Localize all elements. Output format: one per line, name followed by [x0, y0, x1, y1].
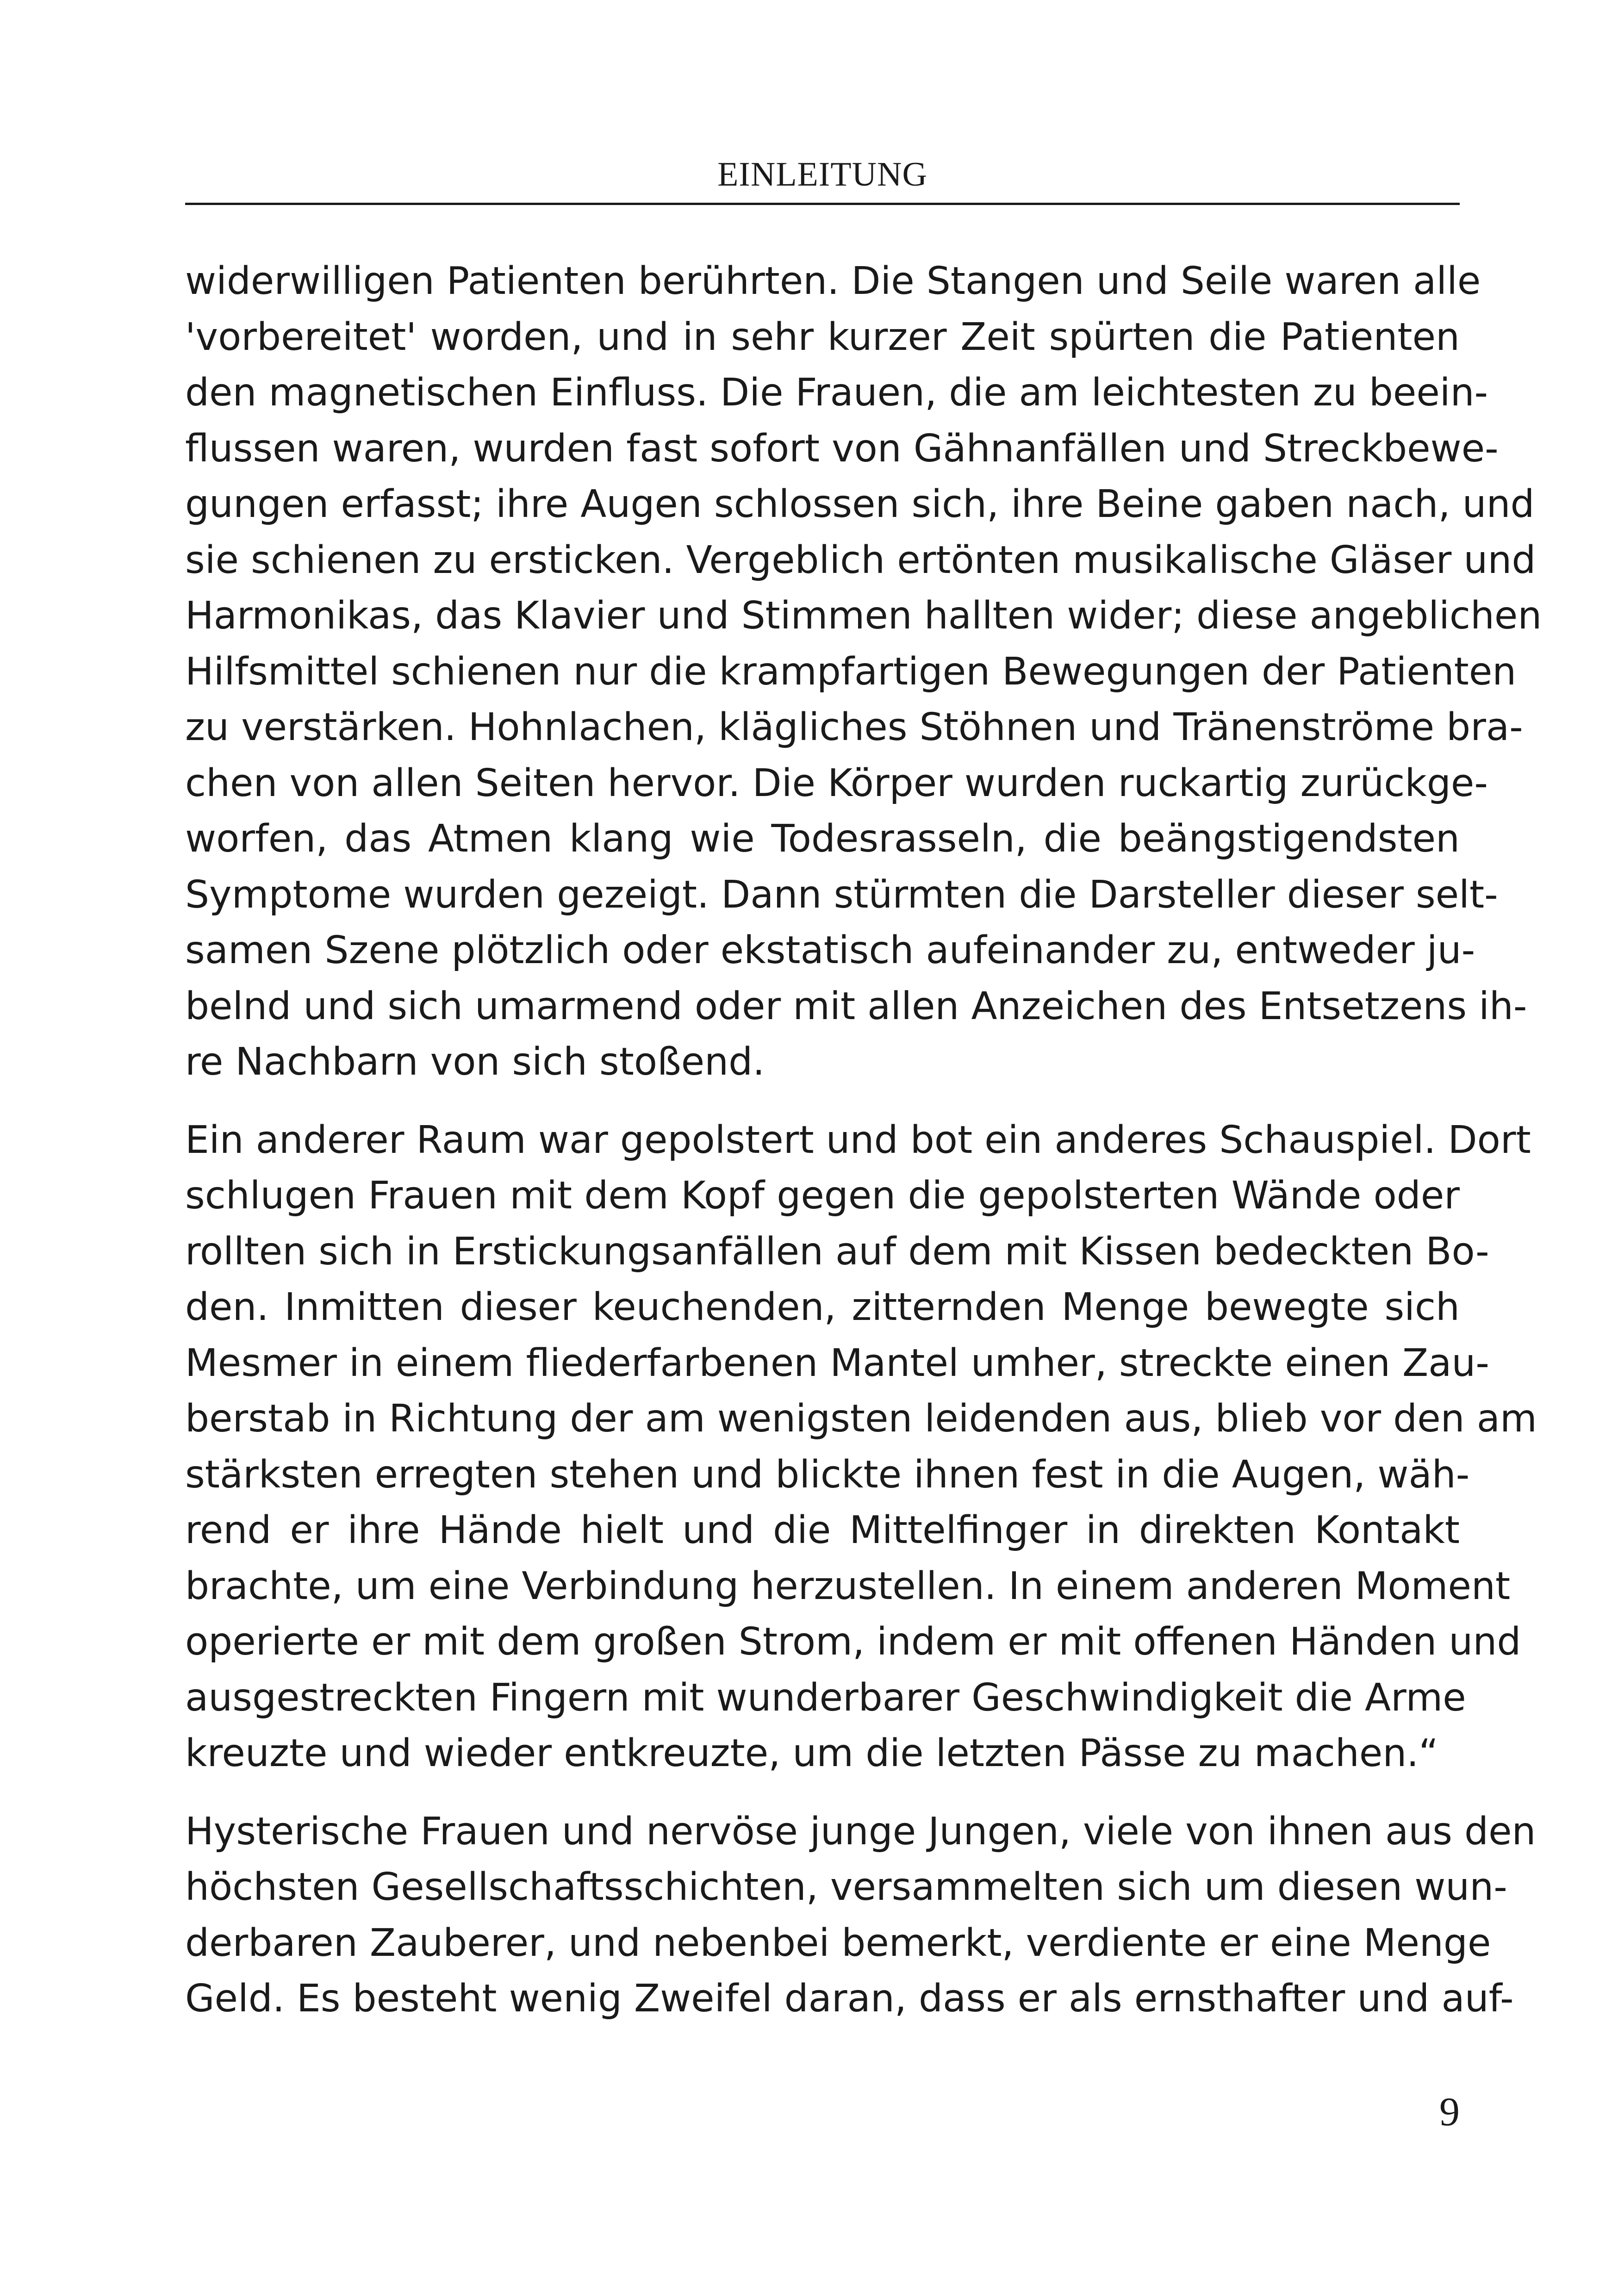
text-line: derbaren Zauberer, und nebenbei bemerkt, verdiente er eine Menge: [185, 1921, 1491, 1965]
paragraph-2: [185, 1113, 1537, 1782]
text-line: kreuzte und wieder entkreuzte, um die letzten Pässe zu machen.“: [185, 1731, 1438, 1775]
text-line: Harmonikas, das Klavier und Stimmen hallten wider; diese angeblichen: [185, 594, 1542, 638]
text-line: zu verstärken. Hohnlachen, klägliches Stöhnen und Tränenströme bra-: [185, 705, 1523, 749]
paragraph-3: [185, 1804, 1536, 2027]
text-line: gungen erfasst; ihre Augen schlossen sich, ihre Beine gaben nach, und: [185, 482, 1535, 526]
text-line: re Nachbarn von sich stoßend.: [185, 1040, 765, 1084]
running-head: EINLEITUNG: [717, 156, 927, 193]
text-line: belnd und sich umarmend oder mit allen Anzeichen des Entsetzens ih-: [185, 984, 1527, 1028]
text-line: chen von allen Seiten hervor. Die Körper wurden ruckartig zurückge-: [185, 761, 1488, 805]
text-line: widerwilligen Patienten berührten. Die Stangen und Seile waren alle: [185, 259, 1481, 303]
text-line: den. Inmitten dieser keuchenden, zitternden Menge bewegte sich: [185, 1285, 1460, 1329]
text-line: rend er ihre Hände hielt und die Mittelfinger in direkten Kontakt: [185, 1508, 1460, 1552]
text-line: Hilfsmittel schienen nur die krampfartigen Bewegungen der Patienten: [185, 649, 1517, 694]
text-line: Geld. Es besteht wenig Zweifel daran, dass er als ernsthafter und auf-: [185, 1977, 1514, 2021]
text-line: flussen waren, wurden fast sofort von Gähnanfällen und Streckbewe-: [185, 426, 1499, 471]
text-line: höchsten Gesellschaftsschichten, versammelten sich um diesen wun-: [185, 1865, 1507, 1909]
page-number: 9: [1439, 2090, 1460, 2134]
text-line: den magnetischen Einfluss. Die Frauen, die am leichtesten zu beein-: [185, 371, 1488, 415]
text-line: samen Szene plötzlich oder ekstatisch aufeinander zu, entweder ju-: [185, 928, 1475, 972]
text-line: schlugen Frauen mit dem Kopf gegen die gepolsterten Wände oder: [185, 1174, 1460, 1218]
text-line: sie schienen zu ersticken. Vergeblich ertönten musikalische Gläser und: [185, 538, 1536, 582]
text-line: Ein anderer Raum war gepolstert und bot ein anderes Schauspiel. Dort: [185, 1118, 1531, 1162]
text-line: Symptome wurden gezeigt. Dann stürmten die Darsteller dieser selt-: [185, 872, 1498, 917]
text-line: rollten sich in Erstickungsanfällen auf dem mit Kissen bedeckten Bo-: [185, 1229, 1489, 1274]
text-line: berstab in Richtung der am wenigsten leidenden aus, blieb vor den am: [185, 1397, 1537, 1441]
text-line: 'vorbereitet' worden, und in sehr kurzer Zeit spürten die Patienten: [185, 315, 1460, 359]
text-line: brachte, um eine Verbindung herzustellen. In einem anderen Moment: [185, 1564, 1511, 1608]
header-rule: [185, 203, 1460, 205]
text-line: worfen, das Atmen klang wie Todesrasseln, die beängstigendsten: [185, 817, 1460, 861]
text-line: operierte er mit dem großen Strom, indem er mit offenen Händen und: [185, 1620, 1521, 1664]
paragraph-1: [185, 254, 1542, 1090]
text-line: Hysterische Frauen und nervöse junge Jungen, viele von ihnen aus den: [185, 1809, 1536, 1854]
text-line: stärksten erregten stehen und blickte ihnen fest in die Augen, wäh-: [185, 1452, 1470, 1497]
text-line: ausgestreckten Fingern mit wunderbarer Geschwindigkeit die Arme: [185, 1675, 1466, 1720]
body-text: [185, 254, 1542, 2027]
text-line: Mesmer in einem fliederfarbenen Mantel umher, streckte einen Zau-: [185, 1341, 1489, 1385]
